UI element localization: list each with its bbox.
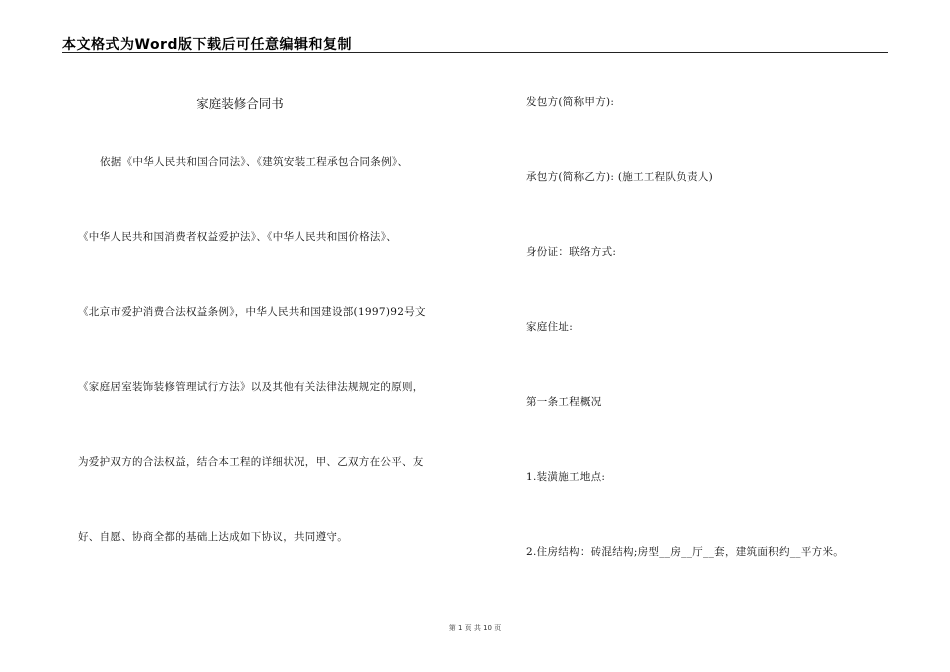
right-field-line: 承包方(简称乙方): (施工工程队负责人) [526,171,714,183]
left-paragraph-line: 为爱护双方的合法权益，结合本工程的详细状况，甲、乙双方在公平、友 [78,456,424,468]
header-divider [62,52,888,53]
right-field-line: 第一条工程概况 [526,396,602,408]
right-field-line: 家庭住址: [526,321,574,333]
document-header [62,30,888,52]
left-paragraph-line: 《家庭居室装饰装修管理试行方法》以及其他有关法律法规规定的原则， [78,381,424,393]
document-title: 家庭装修合同书 [196,96,284,111]
right-field-line: 2.住房结构：砖混结构;房型__房__厅__套，建筑面积约__平方米。 [526,546,845,558]
header-banner: 本文格式为Word版下载后可任意编辑和复制 [62,37,352,53]
left-paragraph-line: 《北京市爱护消费合法权益条例》，中华人民共和国建设部(1997)92号文 [78,306,426,318]
left-paragraph-line: 《中华人民共和国消费者权益爱护法》、《中华人民共和国价格法》、 [78,231,398,243]
right-field-line: 发包方(简称甲方): [526,96,615,108]
right-field-line: 身份证：联络方式: [526,246,617,258]
page-number: 第 1 页 共 10 页 [448,624,502,632]
right-field-line: 1.装潢施工地点: [526,471,606,483]
left-paragraph-line: 依据《中华人民共和国合同法》、《建筑安装工程承包合同条例》、 [100,156,409,168]
left-paragraph-line: 好、自愿、协商全都的基础上达成如下协议，共同遵守。 [78,531,348,543]
